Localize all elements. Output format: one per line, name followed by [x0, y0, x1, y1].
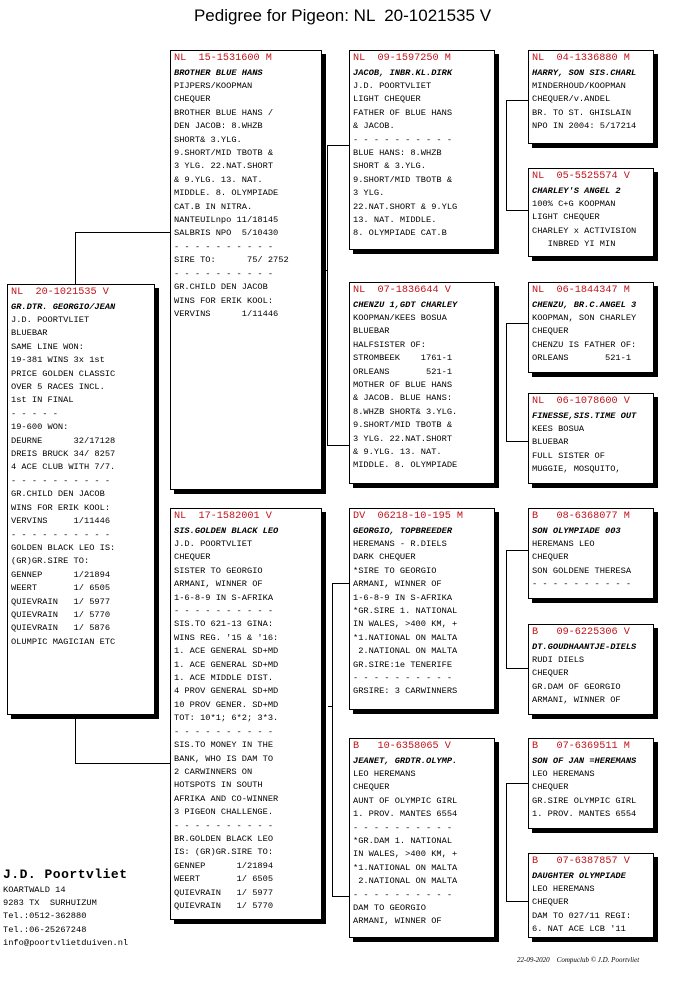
pedigree-line: CHEQUER — [532, 897, 569, 908]
pedigree-line: ARMANI, WINNER OF — [532, 695, 621, 706]
pedigree-line: J.D. POORTVLIET — [11, 315, 90, 325]
pedigree-line: NPO IN 2004: 5/17214 — [532, 121, 637, 132]
pedigree-line: 4 PROV GENERAL SD+MD — [174, 686, 279, 697]
pedigree-line: GR.SIRE OLYMPIC GIRL — [532, 795, 637, 806]
connector-ss-vertical — [506, 100, 507, 210]
ring-number: NL 20-1021535 V — [11, 287, 109, 298]
pedigree-line: QUIEVRAIN 1/ 5770 — [174, 900, 274, 911]
connector-dd-vertical — [506, 783, 528, 784]
pedigree-line: HALFSISTER OF: — [353, 339, 426, 350]
pedigree-line: BLUEBAR — [532, 437, 569, 448]
ring-number: NL 07-1836644 V — [353, 285, 451, 296]
pedigree-line: BLUE HANS: 8.WHZB — [353, 148, 442, 159]
pedigree-line: RUDI DIELS — [532, 655, 585, 665]
pedigree-line: LIGHT CHEQUER — [353, 94, 421, 105]
ring-number: NL 05-5525574 V — [532, 171, 630, 182]
pedigree-line: 19-381 WINS 3x 1st — [11, 355, 105, 366]
pigeon-name: DAUGHTER OLYMPIADE — [532, 871, 626, 881]
pedigree-line: WINS REG. '15 & '16: — [174, 632, 279, 643]
pedigree-line: GR.CHILD DEN JACOB — [174, 282, 268, 293]
pedigree-line: SIRE TO: 75/ 2752 — [174, 255, 289, 266]
pedigree-line: 10 PROV GENER. SD+MD — [174, 699, 279, 710]
pedigree-line: SHORT& 3.YLG. — [174, 134, 242, 145]
pedigree-card-sdd — [528, 393, 654, 484]
pedigree-line: MIDDLE. 8. OLYMPIADE — [353, 460, 458, 471]
connector-ds-vertical — [506, 668, 528, 669]
pigeon-name: FINESSE,SIS.TIME OUT — [532, 411, 637, 421]
pedigree-line: AUNT OF OLYMPIC GIRL — [353, 795, 458, 806]
pedigree-line: 3 YLG. 22.NAT.SHORT — [174, 161, 274, 172]
pedigree-card-subject — [7, 284, 155, 715]
pedigree-line: - - - - - - - - - - — [174, 241, 274, 252]
pedigree-line: 9.SHORT/MID TBOTB & — [353, 420, 453, 431]
breeder-address: KOARTWALD 14 — [3, 885, 66, 895]
pedigree-line: - - - - - - - - - - — [11, 529, 111, 540]
pedigree-line: CHEQUER — [532, 326, 569, 337]
pedigree-line: IS: (GR)GR.SIRE TO: — [174, 847, 274, 858]
pedigree-line: 3 YLG. — [353, 188, 385, 199]
pedigree-line: MUGGIE, MOSQUITO, — [532, 464, 621, 475]
pigeon-name: GEORGIO, TOPBREEDER — [353, 526, 453, 536]
pedigree-line: MINDERHOUD/KOOPMAN — [532, 81, 626, 91]
pedigree-line: DREIS BRUCK 34/ 8257 — [11, 449, 116, 460]
pedigree-line: QUIEVRAIN 1/ 5876 — [11, 623, 111, 634]
connector-dam-vertical — [332, 583, 349, 584]
pedigree-line: CHEQUER — [532, 782, 569, 793]
pedigree-line: J.D. POORTVLIET — [353, 81, 432, 91]
pedigree-line: - - - - - - - - - - — [174, 268, 274, 279]
pedigree-card-dsd — [528, 624, 654, 715]
pedigree-line: SIS.TO 621-13 GINA: — [174, 619, 274, 630]
pedigree-line: - - - - - - - - - - — [532, 579, 632, 590]
pedigree-line: FULL SISTER OF — [532, 450, 605, 461]
connector-dam-mid — [328, 706, 333, 707]
pigeon-name: CHENZU 1,GDT CHARLEY — [353, 300, 458, 310]
pedigree-line: ARMANI, WINNER OF — [174, 579, 263, 590]
pedigree-line: CHEQUER — [174, 94, 211, 105]
connector-dam-vertical — [332, 896, 349, 897]
pedigree-line: LEO HEREMANS — [532, 884, 595, 894]
connector-dd-vertical — [506, 783, 507, 901]
pedigree-line: DARK CHEQUER — [353, 552, 416, 563]
pedigree-line: CHARLEY x ACTIVISION — [532, 225, 637, 236]
pedigree-card-ds — [349, 508, 495, 710]
pedigree-line: GR.DAM OF GEORGIO — [532, 681, 621, 692]
connector-ss-vertical — [506, 100, 528, 101]
connector-dam-vertical — [332, 583, 333, 896]
pedigree-card-ddd — [528, 853, 654, 938]
pedigree-line: *1.NATIONAL ON MALTA — [353, 632, 458, 643]
pedigree-line: 2.NATIONAL ON MALTA — [353, 646, 458, 657]
pedigree-line: - - - - - - - - - - — [174, 820, 274, 831]
connector-ds-vertical — [506, 550, 528, 551]
pedigree-line: - - - - - - - - - - — [353, 822, 453, 833]
ring-number: B 08-6368077 M — [532, 511, 630, 522]
pigeon-name: GR.DTR. GEORGIO/JEAN — [11, 302, 116, 312]
page-title: Pedigree for Pigeon: NL 20-1021535 V — [193, 6, 492, 25]
pedigree-line: BLUEBAR — [11, 328, 48, 339]
pedigree-line: 1st IN FINAL — [11, 395, 74, 406]
breeder-email[interactable]: info@poortvlietduiven.nl — [3, 937, 129, 948]
pedigree-line: CHEQUER — [532, 668, 569, 679]
pedigree-line: *GR.DAM 1. NATIONAL — [353, 836, 453, 847]
pedigree-line: 3 YLG. 22.NAT.SHORT — [353, 433, 453, 444]
pedigree-line: 1. ACE GENERAL SD+MD — [174, 659, 279, 670]
pedigree-line: 6. NAT ACE LCB '11 — [532, 924, 626, 935]
pedigree-line: CHENZU IS FATHER OF: — [532, 339, 637, 350]
ring-number: NL 15-1531600 M — [174, 53, 272, 64]
pedigree-line: GR.SIRE:1e TENERIFE — [353, 659, 453, 670]
pedigree-line: 1. PROV. MANTES 6554 — [353, 809, 458, 820]
pedigree-line: GENNEP 1/21894 — [174, 860, 274, 871]
ring-number: B 07-6369511 M — [532, 741, 630, 752]
connector-sire-vertical — [327, 145, 328, 445]
pedigree-line: CAT.B IN NITRA. — [174, 201, 253, 212]
pigeon-name: HARRY, SON SIS.CHARL — [532, 68, 637, 78]
pedigree-line: WEERT 1/ 6505 — [174, 874, 274, 885]
pedigree-line: & 9.YLG. 13. NAT. — [174, 174, 263, 185]
pedigree-line: IN WALES, >400 KM, + — [353, 849, 458, 860]
pedigree-line: 100% C+G KOOPMAN — [532, 199, 616, 209]
pedigree-line: STROMBEEK 1761-1 — [353, 353, 453, 364]
pedigree-card-sd — [349, 282, 495, 484]
pedigree-line: VERVINS 1/11446 — [11, 516, 111, 527]
pedigree-line: DEURNE 32/17128 — [11, 435, 116, 446]
pedigree-line: INBRED YI MIN — [532, 239, 616, 250]
pedigree-line: WEERT 1/ 6505 — [11, 583, 111, 594]
pedigree-line: *1.NATIONAL ON MALTA — [353, 862, 458, 873]
pedigree-line: - - - - - — [11, 408, 58, 419]
pedigree-line: CHEQUER — [174, 552, 211, 563]
connector-subject-vertical — [75, 718, 76, 763]
pedigree-line: OLUMPIC MAGICIAN ETC — [11, 636, 116, 647]
pedigree-line: - - - - - - - - - - — [353, 134, 453, 145]
pedigree-line: 2.NATIONAL ON MALTA — [353, 876, 458, 887]
breeder-phone: Tel.:0512-362880 — [3, 911, 87, 922]
pedigree-card-dd — [349, 738, 495, 938]
pedigree-card-dss — [528, 508, 654, 599]
pedigree-line: & JACOB. — [353, 121, 395, 132]
pedigree-line: SIS.TO MONEY IN THE — [174, 740, 274, 751]
pedigree-line: 4 ACE CLUB WITH 7/7. — [11, 462, 116, 473]
pigeon-name: SON OF JAN =HEREMANS — [532, 756, 637, 766]
pedigree-line: TOT: 10*1; 6*2; 3*3. — [174, 713, 279, 724]
pedigree-line: 8.WHZB SHORT& 3.YLG. — [353, 406, 458, 417]
pedigree-line: 13. NAT. MIDDLE. — [353, 215, 437, 226]
pedigree-card-ssd — [528, 168, 654, 257]
pedigree-line: HEREMANS LEO — [532, 539, 595, 549]
pedigree-line: LIGHT CHEQUER — [532, 212, 600, 223]
pedigree-line: 1. ACE MIDDLE DIST. — [174, 673, 274, 684]
pedigree-line: GOLDEN BLACK LEO IS: — [11, 542, 116, 553]
pedigree-line: BR.GOLDEN BLACK LEO — [174, 833, 274, 844]
ring-number: DV 06218-10-195 M — [353, 511, 464, 522]
pedigree-line: CHEQUER/v.ANDEL — [532, 94, 611, 105]
pedigree-line: - - - - - - - - - - — [174, 606, 274, 617]
pedigree-line: GENNEP 1/21894 — [11, 569, 111, 580]
pedigree-card-dds — [528, 738, 654, 829]
ring-number: NL 09-1597250 M — [353, 53, 451, 64]
pedigree-line: ARMANI, WINNER OF — [353, 916, 442, 927]
connector-sire-mid — [323, 270, 328, 271]
pedigree-line: 22.NAT.SHORT & 9.YLG — [353, 201, 458, 212]
pedigree-line: 1. ACE GENERAL SD+MD — [174, 646, 279, 657]
connector-sd-vertical — [506, 441, 528, 442]
pedigree-line: MOTHER OF BLUE HANS — [353, 380, 453, 391]
pigeon-name: SIS.GOLDEN BLACK LEO — [174, 526, 279, 536]
pedigree-line: OVER 5 RACES INCL. — [11, 382, 105, 393]
pedigree-line: ORLEANS 521-1 — [353, 366, 453, 377]
pedigree-line: 3 PIGEON CHALLENGE. — [174, 807, 274, 818]
pedigree-line: NANTEUILnpo 11/18145 — [174, 215, 279, 226]
ring-number: B 10-6358065 V — [353, 741, 451, 752]
pedigree-line: KEES BOSUA — [532, 424, 585, 434]
breeder-postcode: 9283 TX SURHUIZUM — [3, 898, 97, 909]
pedigree-line: & JACOB. BLUE HANS: — [353, 393, 453, 404]
pedigree-line: HOTSPOTS IN SOUTH — [174, 780, 263, 791]
pedigree-line: - - - - - - - - - - — [11, 475, 111, 486]
pedigree-line: 2 CARWINNERS ON — [174, 766, 253, 777]
pedigree-line: KOOPMAN/KEES BOSUA — [353, 313, 447, 323]
pedigree-line: 1-6-8-9 IN S-AFRIKA — [174, 592, 274, 603]
pedigree-line: CHEQUER — [353, 782, 390, 793]
pedigree-line: WINS FOR ERIK KOOL: — [11, 502, 111, 513]
pedigree-line: PRICE GOLDEN CLASSIC — [11, 368, 116, 379]
pedigree-line: *GR.SIRE 1. NATIONAL — [353, 606, 458, 617]
pedigree-line: (GR)GR.SIRE TO: — [11, 556, 90, 567]
pedigree-line: DEN JACOB: 8.WHZB — [174, 121, 263, 132]
pedigree-line: ARMANI, WINNER OF — [353, 579, 442, 590]
pedigree-card-dam — [170, 508, 322, 920]
pedigree-line: - - - - - - - - - - — [174, 726, 274, 737]
pigeon-name: JEANET, GRDTR.OLYMP. — [353, 756, 458, 766]
ring-number: B 09-6225306 V — [532, 627, 630, 638]
connector-ds-vertical — [506, 550, 507, 668]
pedigree-line: BR. TO ST. GHISLAIN — [532, 107, 632, 118]
pedigree-line: SON GOLDENE THERESA — [532, 565, 632, 576]
pedigree-line: FATHER OF BLUE HANS — [353, 107, 453, 118]
pedigree-line: VERVINS 1/11446 — [174, 308, 279, 319]
pigeon-name: SON OLYMPIADE 003 — [532, 526, 621, 536]
pedigree-card-ss — [349, 50, 495, 250]
ring-number: B 07-6387857 V — [532, 856, 630, 867]
connector-sd-vertical — [506, 323, 528, 324]
pedigree-line: QUIEVRAIN 1/ 5770 — [11, 609, 111, 620]
pedigree-line: CHEQUER — [532, 552, 569, 563]
pedigree-line: BROTHER BLUE HANS / — [174, 107, 274, 118]
pedigree-line: 1. PROV. MANTES 6554 — [532, 809, 637, 820]
pedigree-line: IN WALES, >400 KM, + — [353, 619, 458, 630]
pedigree-line: BANK, WHO IS DAM TO — [174, 753, 274, 764]
pedigree-line: DAM TO 027/11 REGI: — [532, 910, 632, 921]
pedigree-line: 1-6-8-9 IN S-AFRIKA — [353, 592, 453, 603]
pedigree-line: *SIRE TO GEORGIO — [353, 565, 437, 576]
pedigree-line: QUIEVRAIN 1/ 5977 — [11, 596, 111, 607]
footer-credit: 22-09-2020 Compuclub © J.D. Poortvliet — [517, 956, 640, 964]
ring-number: NL 04-1336880 M — [532, 53, 630, 64]
pedigree-line: MIDDLE. 8. OLYMPIADE — [174, 188, 279, 199]
pedigree-line: ORLEANS 521-1 — [532, 353, 632, 364]
pedigree-line: DAM TO GEORGIO — [353, 903, 426, 914]
pedigree-line: SISTER TO GEORGIO — [174, 565, 263, 576]
pigeon-name: BROTHER BLUE HANS — [174, 68, 263, 78]
ring-number: NL 06-1844347 M — [532, 285, 630, 296]
pedigree-line: SAME LINE WON: — [11, 341, 84, 352]
pigeon-name: CHENZU, BR.C.ANGEL 3 — [532, 300, 637, 310]
pedigree-line: LEO HEREMANS — [532, 769, 595, 779]
pedigree-line: PIJPERS/KOOPMAN — [174, 81, 253, 91]
breeder-name: J.D. Poortvliet — [3, 867, 128, 882]
pedigree-card-sire — [170, 50, 322, 490]
pedigree-line: LEO HEREMANS — [353, 769, 416, 779]
pedigree-line: SHORT & 3.YLG. — [353, 161, 426, 172]
pedigree-line: 9.SHORT/MID TBOTB & — [353, 174, 453, 185]
breeder-mobile: Tel.:06-25267248 — [3, 924, 87, 935]
pedigree-card-sss — [528, 50, 654, 144]
pedigree-card-sds — [528, 282, 654, 373]
pedigree-line: BLUEBAR — [353, 326, 390, 337]
pedigree-line: GR.CHILD DEN JACOB — [11, 489, 105, 500]
pedigree-line: 19-600 WON: — [11, 422, 69, 433]
pedigree-line: QUIEVRAIN 1/ 5977 — [174, 887, 274, 898]
pedigree-line: - - - - - - - - - - — [353, 673, 453, 684]
pedigree-line: AFRIKA AND CO-WINNER — [174, 793, 279, 804]
pedigree-line: SALBRIS NPO 5/10430 — [174, 228, 279, 239]
ring-number: NL 06-1078600 V — [532, 396, 630, 407]
connector-sire-vertical — [327, 145, 349, 146]
pigeon-name: CHARLEY'S ANGEL 2 — [532, 186, 621, 196]
connector-dd-vertical — [506, 901, 528, 902]
pedigree-line: 8. OLYMPIADE CAT.B — [353, 228, 447, 239]
pedigree-line: - - - - - - - - - - — [353, 889, 453, 900]
ring-number: NL 17-1582001 V — [174, 511, 272, 522]
pigeon-name: DT.GOUDHAANTJE-DIELS — [532, 642, 637, 652]
pedigree-line: GRSIRE: 3 CARWINNERS — [353, 686, 458, 697]
pigeon-name: JACOB, INBR.KL.DIRK — [353, 68, 453, 78]
connector-subject-vertical — [75, 232, 76, 287]
pedigree-line: & 9.YLG. 13. NAT. — [353, 447, 442, 458]
connector-ss-vertical — [506, 210, 528, 211]
connector-sire-vertical — [327, 445, 349, 446]
pedigree-line: HEREMANS - R.DIELS — [353, 539, 447, 549]
pedigree-line: WINS FOR ERIK KOOL: — [174, 295, 274, 306]
pedigree-line: J.D. POORTVLIET — [174, 539, 253, 549]
connector-to-dam — [75, 763, 170, 764]
connector-sd-vertical — [506, 323, 507, 441]
connector-to-sire — [75, 232, 170, 233]
pedigree-line: KOOPMAN, SON CHARLEY — [532, 313, 637, 323]
pedigree-line: 9.SHORT/MID TBOTB & — [174, 148, 274, 159]
breeder-block — [3, 866, 128, 950]
